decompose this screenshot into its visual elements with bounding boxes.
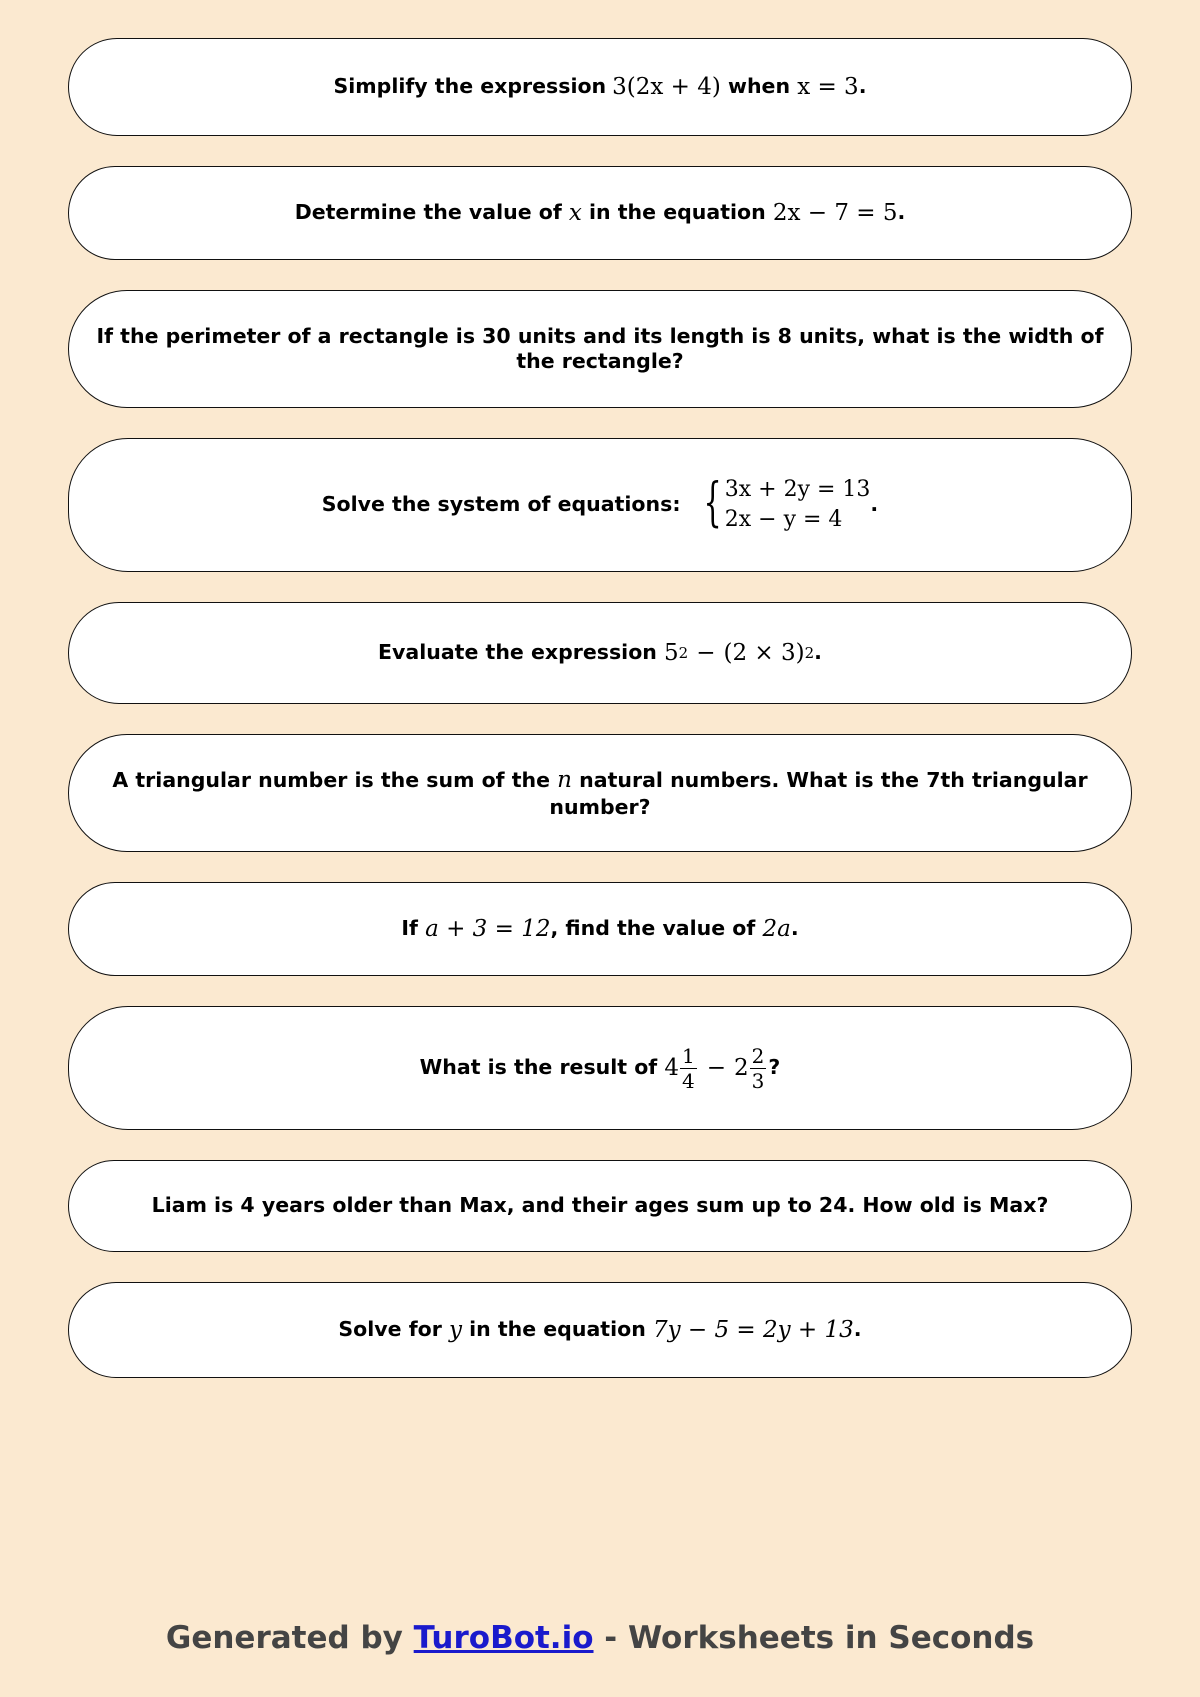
numerator: 1 — [682, 1043, 695, 1068]
question-card — [68, 438, 1132, 572]
fraction — [680, 1044, 697, 1093]
footer — [0, 1620, 1200, 1656]
footer-suffix: - Worksheets in Seconds — [593, 1620, 1035, 1656]
fraction — [750, 1044, 767, 1093]
math-expression: 2x − 7 = 5 — [772, 199, 898, 226]
question-card — [68, 166, 1132, 260]
math-operator: − — [696, 639, 716, 666]
question-card — [68, 38, 1132, 136]
question-text: Evaluate the expression — [378, 640, 665, 665]
question-text: Liam is 4 years older than Max, and their ages sum up to 24. How old is Max? — [151, 1193, 1049, 1218]
mixed-number — [664, 1044, 698, 1093]
math-variable: y — [448, 1316, 462, 1343]
math-expression: 7y − 5 = 2y + 13 — [652, 1316, 854, 1343]
question-text: What is the result of — [419, 1055, 665, 1080]
numerator: 2 — [751, 1043, 765, 1068]
question-punctuation: ? — [768, 1055, 781, 1080]
footer-prefix: Generated by — [165, 1620, 414, 1656]
turobot-link[interactable]: TuroBot.io — [413, 1620, 594, 1656]
question-text — [95, 766, 1105, 820]
math-operator: − — [706, 1054, 727, 1081]
question-text: Simplify the expression — [333, 74, 607, 99]
question-text: Determine the value of — [294, 200, 569, 225]
question-card: Evaluate the expression 5 2 − (2 × 3) 2 . — [68, 602, 1132, 704]
question-card — [68, 882, 1132, 976]
math-expression: a + 3 = 12 — [425, 915, 551, 942]
question-punctuation: . — [870, 492, 879, 517]
math-expression: 3(2x + 4) — [612, 73, 721, 100]
math-variable: n — [557, 767, 572, 794]
whole-part: 2 — [734, 1054, 749, 1081]
denominator: 3 — [751, 1068, 765, 1093]
question-text-part: A triangular number is the sum of the — [112, 768, 558, 793]
question-text-part: natural numbers. What is the 7th triangular number? — [549, 768, 1088, 819]
question-card — [68, 734, 1132, 852]
math-base: 5 — [664, 639, 679, 666]
question-card — [68, 1160, 1132, 1252]
brace-symbol: { — [703, 473, 722, 533]
question-text: , find the value of — [550, 916, 763, 941]
math-base: (2 × 3) — [723, 639, 805, 666]
question-punctuation: . — [858, 74, 867, 99]
question-text: Solve the system of equations: — [321, 492, 688, 517]
question-text: If — [401, 916, 426, 941]
question-punctuation: . — [814, 640, 822, 665]
question-card — [68, 290, 1132, 408]
question-text: when — [720, 74, 798, 99]
question-punctuation: . — [853, 1317, 862, 1342]
math-variable: x — [568, 199, 582, 226]
denominator: 4 — [682, 1068, 695, 1093]
math-expression: x = 3 — [797, 73, 859, 100]
question-text: If the perimeter of a rectangle is 30 units and its length is 8 units, what is the width of the rectangle? — [96, 323, 1104, 373]
mixed-number — [734, 1044, 768, 1093]
question-text: Solve for — [338, 1317, 449, 1342]
question-card — [68, 1282, 1132, 1378]
whole-part: 4 — [664, 1054, 680, 1081]
question-text: in the equation — [461, 1317, 653, 1342]
equation-line: 3x + 2y = 13 — [724, 477, 871, 502]
equation-line: 2x − y = 4 — [724, 507, 843, 532]
question-text: in the equation — [581, 200, 773, 225]
math-expression: 2a — [762, 915, 791, 942]
equation-system — [696, 475, 871, 535]
question-punctuation: . — [897, 200, 906, 225]
question-card — [68, 1006, 1132, 1130]
question-punctuation: . — [790, 916, 799, 941]
